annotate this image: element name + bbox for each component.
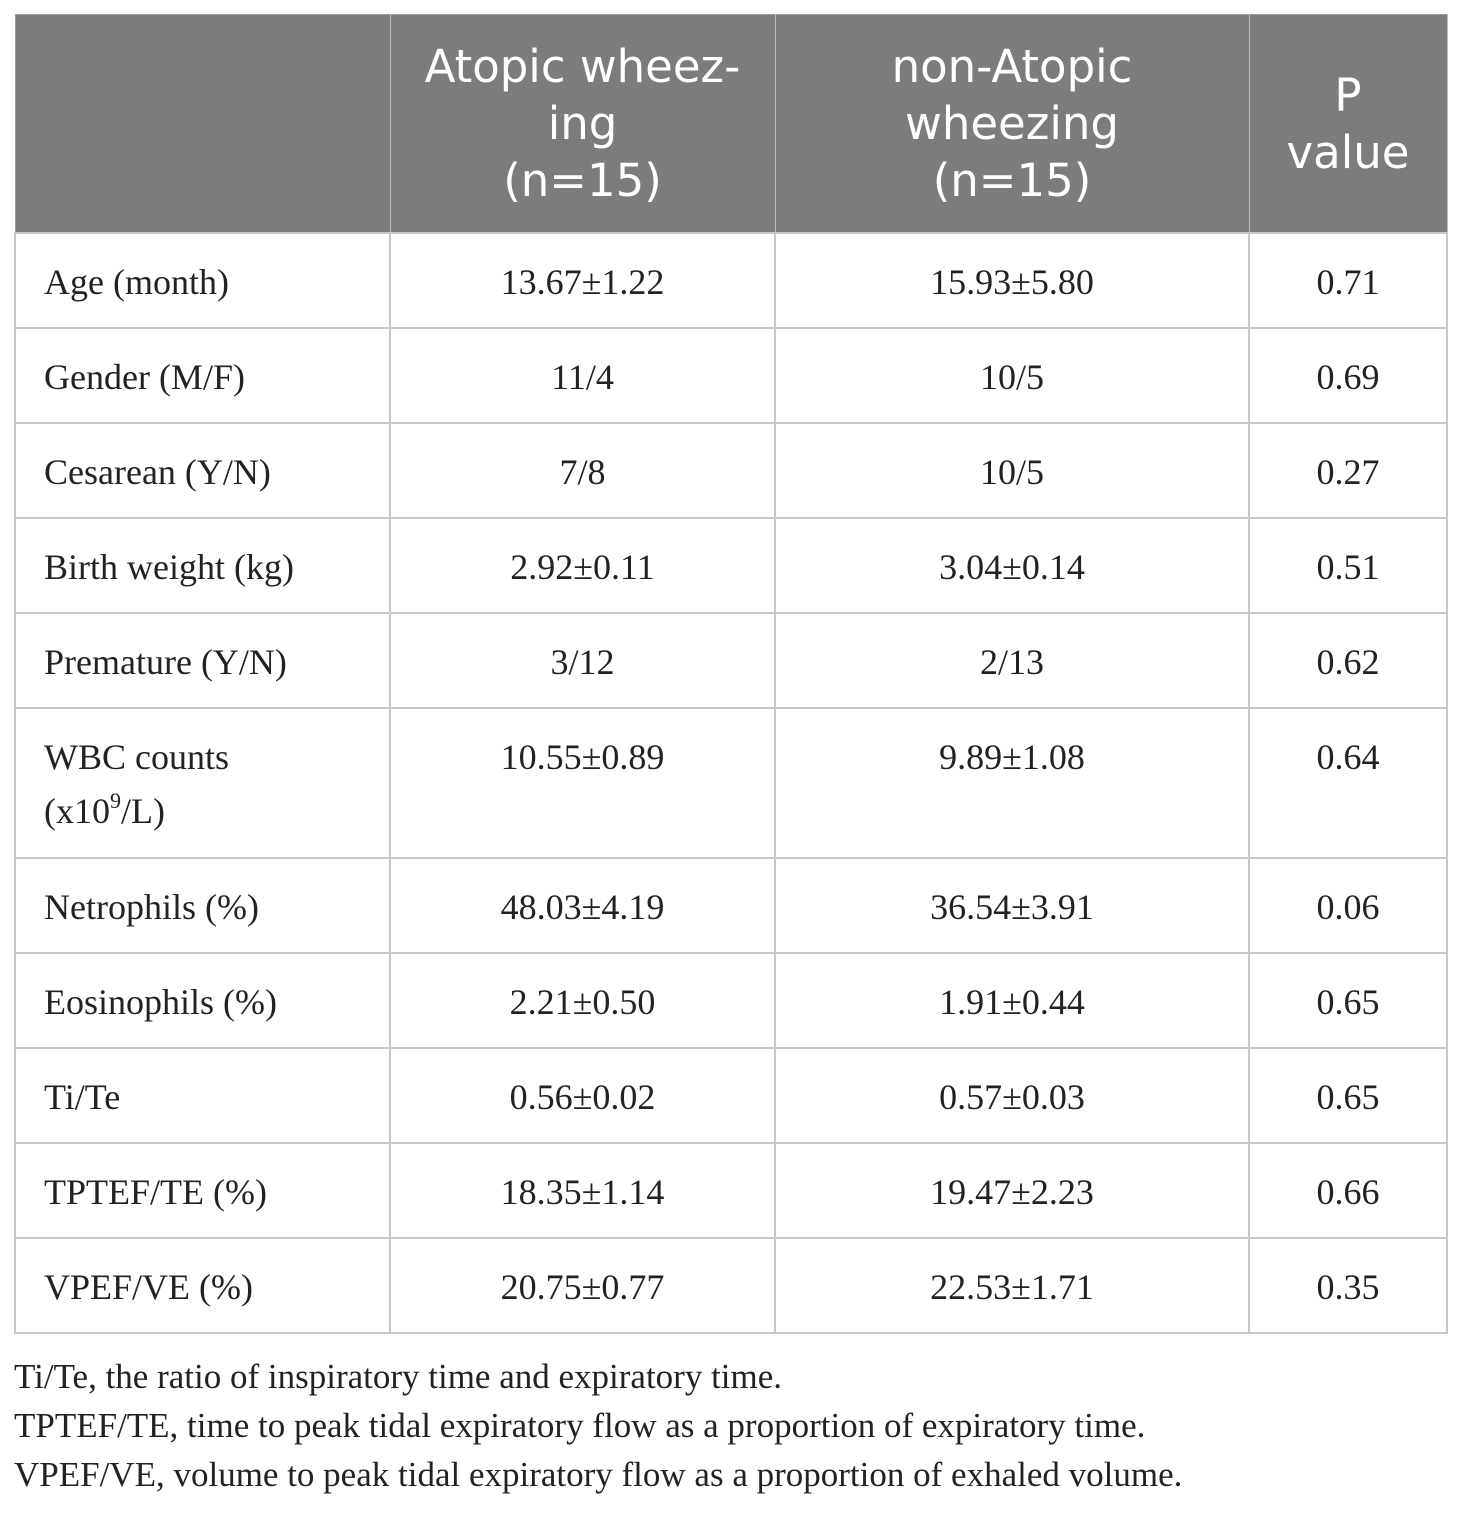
atopic-value: 11/4: [390, 328, 775, 423]
p-value: 0.35: [1249, 1238, 1447, 1333]
atopic-value: 3/12: [390, 613, 775, 708]
data-table-container: [14, 14, 1446, 1334]
row-label-exponent: 9: [110, 788, 121, 813]
atopic-value: 2.92±0.11: [390, 518, 775, 613]
table-row: [15, 1143, 1447, 1238]
row-label: [15, 708, 390, 858]
atopic-value: 2.21±0.50: [390, 953, 775, 1048]
atopic-value: 20.75±0.77: [390, 1238, 775, 1333]
header-atopic-wheezing: Atopic wheez- ing (n=15): [390, 15, 775, 234]
atopic-value: 18.35±1.14: [390, 1143, 775, 1238]
table-row: [15, 1238, 1447, 1333]
row-label: Age (month): [15, 233, 390, 328]
footnote-ti-te: Ti/Te, the ratio of inspiratory time and expiratory time.: [14, 1357, 783, 1396]
p-value: 0.64: [1249, 708, 1447, 858]
footnote-vpef-ve: VPEF/VE, volume to peak tidal expiratory flow as a proportion of exhaled volume.: [14, 1455, 1183, 1494]
p-value: 0.62: [1249, 613, 1447, 708]
non-atopic-value: 15.93±5.80: [775, 233, 1249, 328]
non-atopic-value: 1.91±0.44: [775, 953, 1249, 1048]
non-atopic-value: 3.04±0.14: [775, 518, 1249, 613]
table-footnotes: [14, 1352, 1446, 1499]
non-atopic-value: 22.53±1.71: [775, 1238, 1249, 1333]
non-atopic-value: 10/5: [775, 423, 1249, 518]
row-label: VPEF/VE (%): [15, 1238, 390, 1333]
table-header: [15, 15, 1447, 234]
non-atopic-value: 19.47±2.23: [775, 1143, 1249, 1238]
header-row: [15, 15, 1447, 234]
row-label-line1: WBC counts: [44, 737, 229, 777]
row-label: Premature (Y/N): [15, 613, 390, 708]
row-label: Ti/Te: [15, 1048, 390, 1143]
table-row: [15, 613, 1447, 708]
table-row: [15, 423, 1447, 518]
p-value: 0.06: [1249, 858, 1447, 953]
p-value: 0.51: [1249, 518, 1447, 613]
row-label: Birth weight (kg): [15, 518, 390, 613]
row-label-line2-suffix: /L): [121, 791, 165, 831]
row-label: TPTEF/TE (%): [15, 1143, 390, 1238]
row-label: Gender (M/F): [15, 328, 390, 423]
row-label: Cesarean (Y/N): [15, 423, 390, 518]
table-row: [15, 328, 1447, 423]
p-value: 0.69: [1249, 328, 1447, 423]
table-row: [15, 953, 1447, 1048]
table-row: [15, 233, 1447, 328]
p-value: 0.65: [1249, 953, 1447, 1048]
p-value: 0.27: [1249, 423, 1447, 518]
data-table: [14, 14, 1448, 1334]
atopic-value: 13.67±1.22: [390, 233, 775, 328]
row-label: Eosinophils (%): [15, 953, 390, 1048]
table-row: [15, 1048, 1447, 1143]
non-atopic-value: 2/13: [775, 613, 1249, 708]
table-row: [15, 858, 1447, 953]
p-value: 0.65: [1249, 1048, 1447, 1143]
atopic-value: 0.56±0.02: [390, 1048, 775, 1143]
p-value: 0.66: [1249, 1143, 1447, 1238]
table-row: [15, 708, 1447, 858]
row-label-line2-prefix: (x10: [44, 791, 110, 831]
footnote-tptef-te: TPTEF/TE, time to peak tidal expiratory flow as a proportion of expiratory time.: [14, 1406, 1146, 1445]
non-atopic-value: 9.89±1.08: [775, 708, 1249, 858]
header-empty-cell: [15, 15, 390, 234]
table-row: [15, 518, 1447, 613]
non-atopic-value: 10/5: [775, 328, 1249, 423]
header-non-atopic-wheezing: non-Atopic wheezing (n=15): [775, 15, 1249, 234]
table-body: [15, 233, 1447, 1333]
non-atopic-value: 36.54±3.91: [775, 858, 1249, 953]
non-atopic-value: 0.57±0.03: [775, 1048, 1249, 1143]
atopic-value: 7/8: [390, 423, 775, 518]
header-p-value: P value: [1249, 15, 1447, 234]
p-value: 0.71: [1249, 233, 1447, 328]
atopic-value: 48.03±4.19: [390, 858, 775, 953]
atopic-value: 10.55±0.89: [390, 708, 775, 858]
row-label: Netrophils (%): [15, 858, 390, 953]
